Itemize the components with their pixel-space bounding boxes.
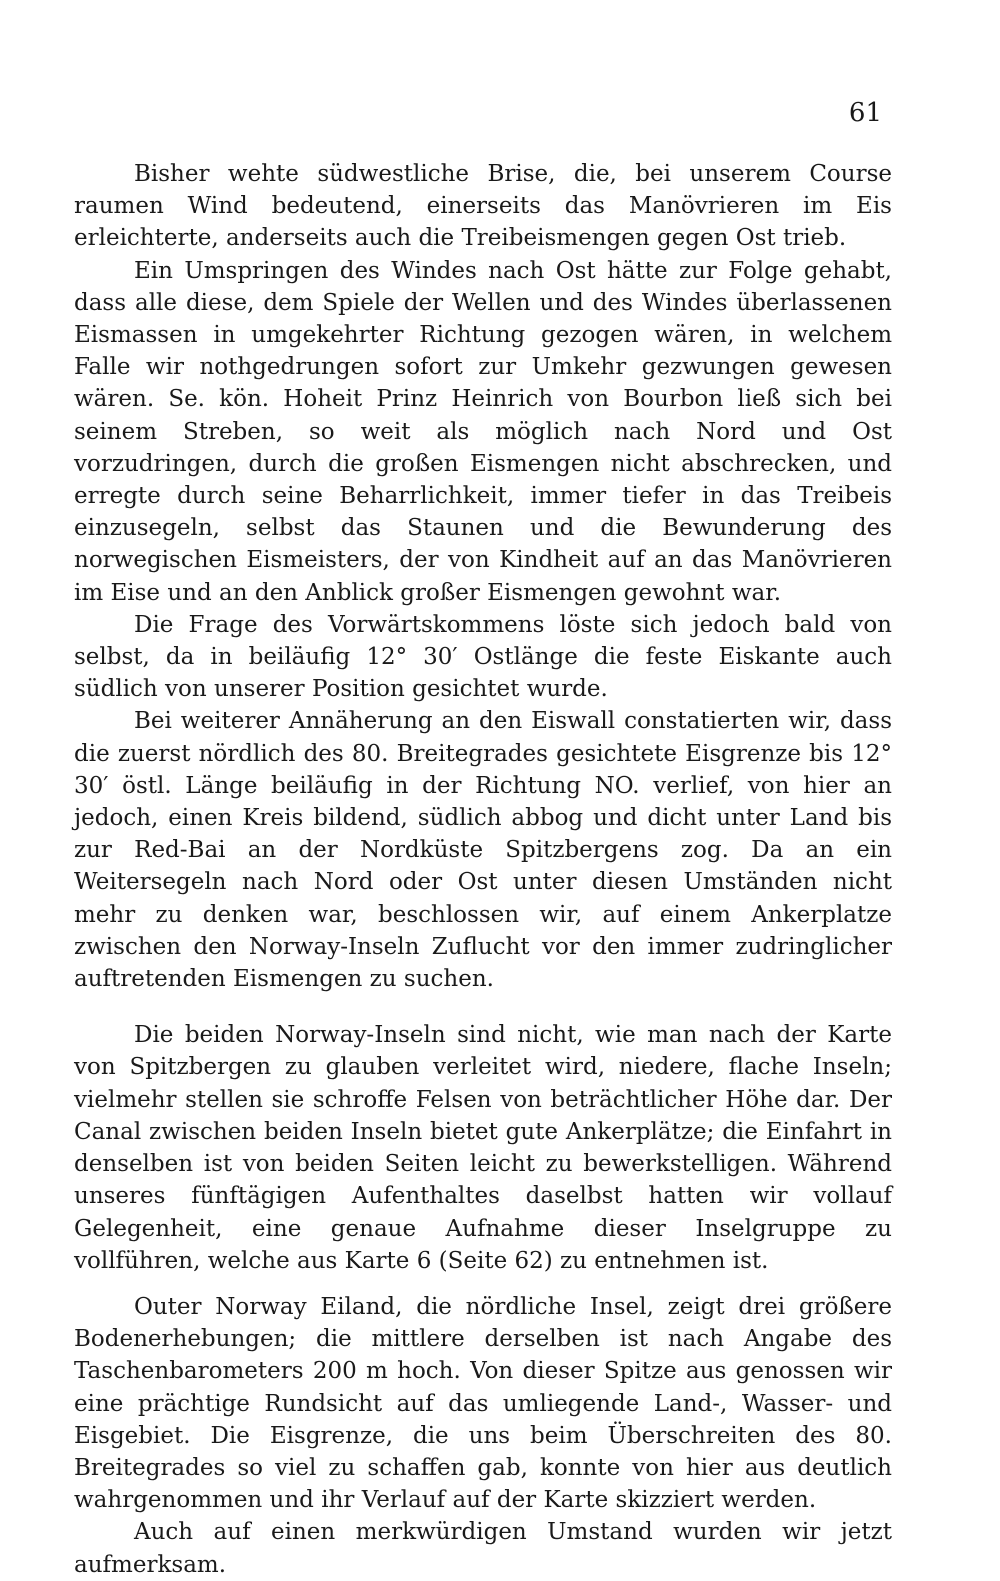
paragraph-2: Ein Umspringen des Windes nach Ost hätte zur Folge gehabt, dass alle diese, dem Spiele der Wellen und des Windes überlassenen Eismassen in umgekehrter Richtung gezogen wären, in welchem Falle wir nothgedrungen sofort zur Umkehr gezwungen gewesen wären. Se. kön. Hoheit Prinz Heinrich von Bourbon ließ sich bei seinem Streben, so weit als möglich nach Nord und Ost vorzudringen, durch die großen Eismengen nicht abschrecken, und erregte durch seine Beharrlichkeit, immer tiefer in das Treibeis einzusegeln, selbst das Staunen und die Bewunderung des norwegischen Eismeisters, der von Kindheit auf an das Manövrieren im Eise und an den Anblick großer Eismengen gewohnt war. xyxy=(74,257,892,606)
paragraph-6: Outer Norway Eiland, die nördliche Insel, zeigt drei größere Bodenerhebungen; die mittlere derselben ist nach Angabe des Taschenbarometers 200 m hoch. Von dieser Spitze aus genossen wir eine prächtige Rundsicht auf das umliegende Land-, Wasser- und Eisgebiet. Die Eisgrenze, die uns beim Überschreiten des 80. Breitegrades so viel zu schaffen gab, konnte von hier aus deutlich wahrgenommen und ihr Verlauf auf der Karte skizziert werden. xyxy=(74,1293,892,1514)
paragraph-spacer xyxy=(74,1277,892,1291)
paragraph-5: Die beiden Norway-Inseln sind nicht, wie man nach der Karte von Spitzbergen zu glauben verleitet wird, niedere, flache Inseln; vielmehr stellen sie schroffe Felsen von beträchtlicher Höhe dar. Der Canal zwischen beiden Inseln bietet gute Ankerplätze; die Einfahrt in denselben ist von beiden Seiten leicht zu bewerkstelligen. Während unseres fünftägigen Aufenthaltes daselbst hatten wir vollauf Gelegenheit, eine genaue Aufnahme dieser Inselgruppe zu vollführen, welche aus Karte 6 (Seite 62) zu entnehmen ist. xyxy=(74,1022,892,1274)
paragraph-spacer xyxy=(74,995,892,1019)
body-text xyxy=(74,158,892,1581)
paragraph-1: Bisher wehte südwestliche Brise, die, bei unserem Course raumen Wind bedeutend, einerseits das Manövrieren im Eis erleichterte, anderseits auch die Treibeismengen gegen Ost trieb. xyxy=(74,161,892,252)
paragraph-3: Die Frage des Vorwärtskommens löste sich jedoch bald von selbst, da in beiläufig 12° 30′ Ostlänge die feste Eiskante auch südlich von unserer Position gesichtet wurde. xyxy=(74,611,892,703)
page-number: 61 xyxy=(848,98,882,128)
paragraph-7: Auch auf einen merkwürdigen Umstand wurden wir jetzt aufmerksam. xyxy=(74,1519,892,1578)
paragraph-4: Bei weiterer Annäherung an den Eiswall constatierten wir, dass die zuerst nördlich des 80. Breitegrades gesichtete Eisgrenze bis 12° 30′ östl. Länge beiläufig in der Richtung NO. verlief, von hier an jedoch, einen Kreis bildend, südlich abbog und dicht unter Land bis zur Red-Bai an der Nordküste Spitzbergens zog. Da an ein Weitersegeln nach Nord oder Ost unter diesen Umständen nicht mehr zu denken war, beschlossen wir, auf einem Ankerplatze zwischen den Norway-Inseln Zuflucht vor den immer zudringlicher auftretenden Eismengen zu suchen. xyxy=(74,708,892,993)
